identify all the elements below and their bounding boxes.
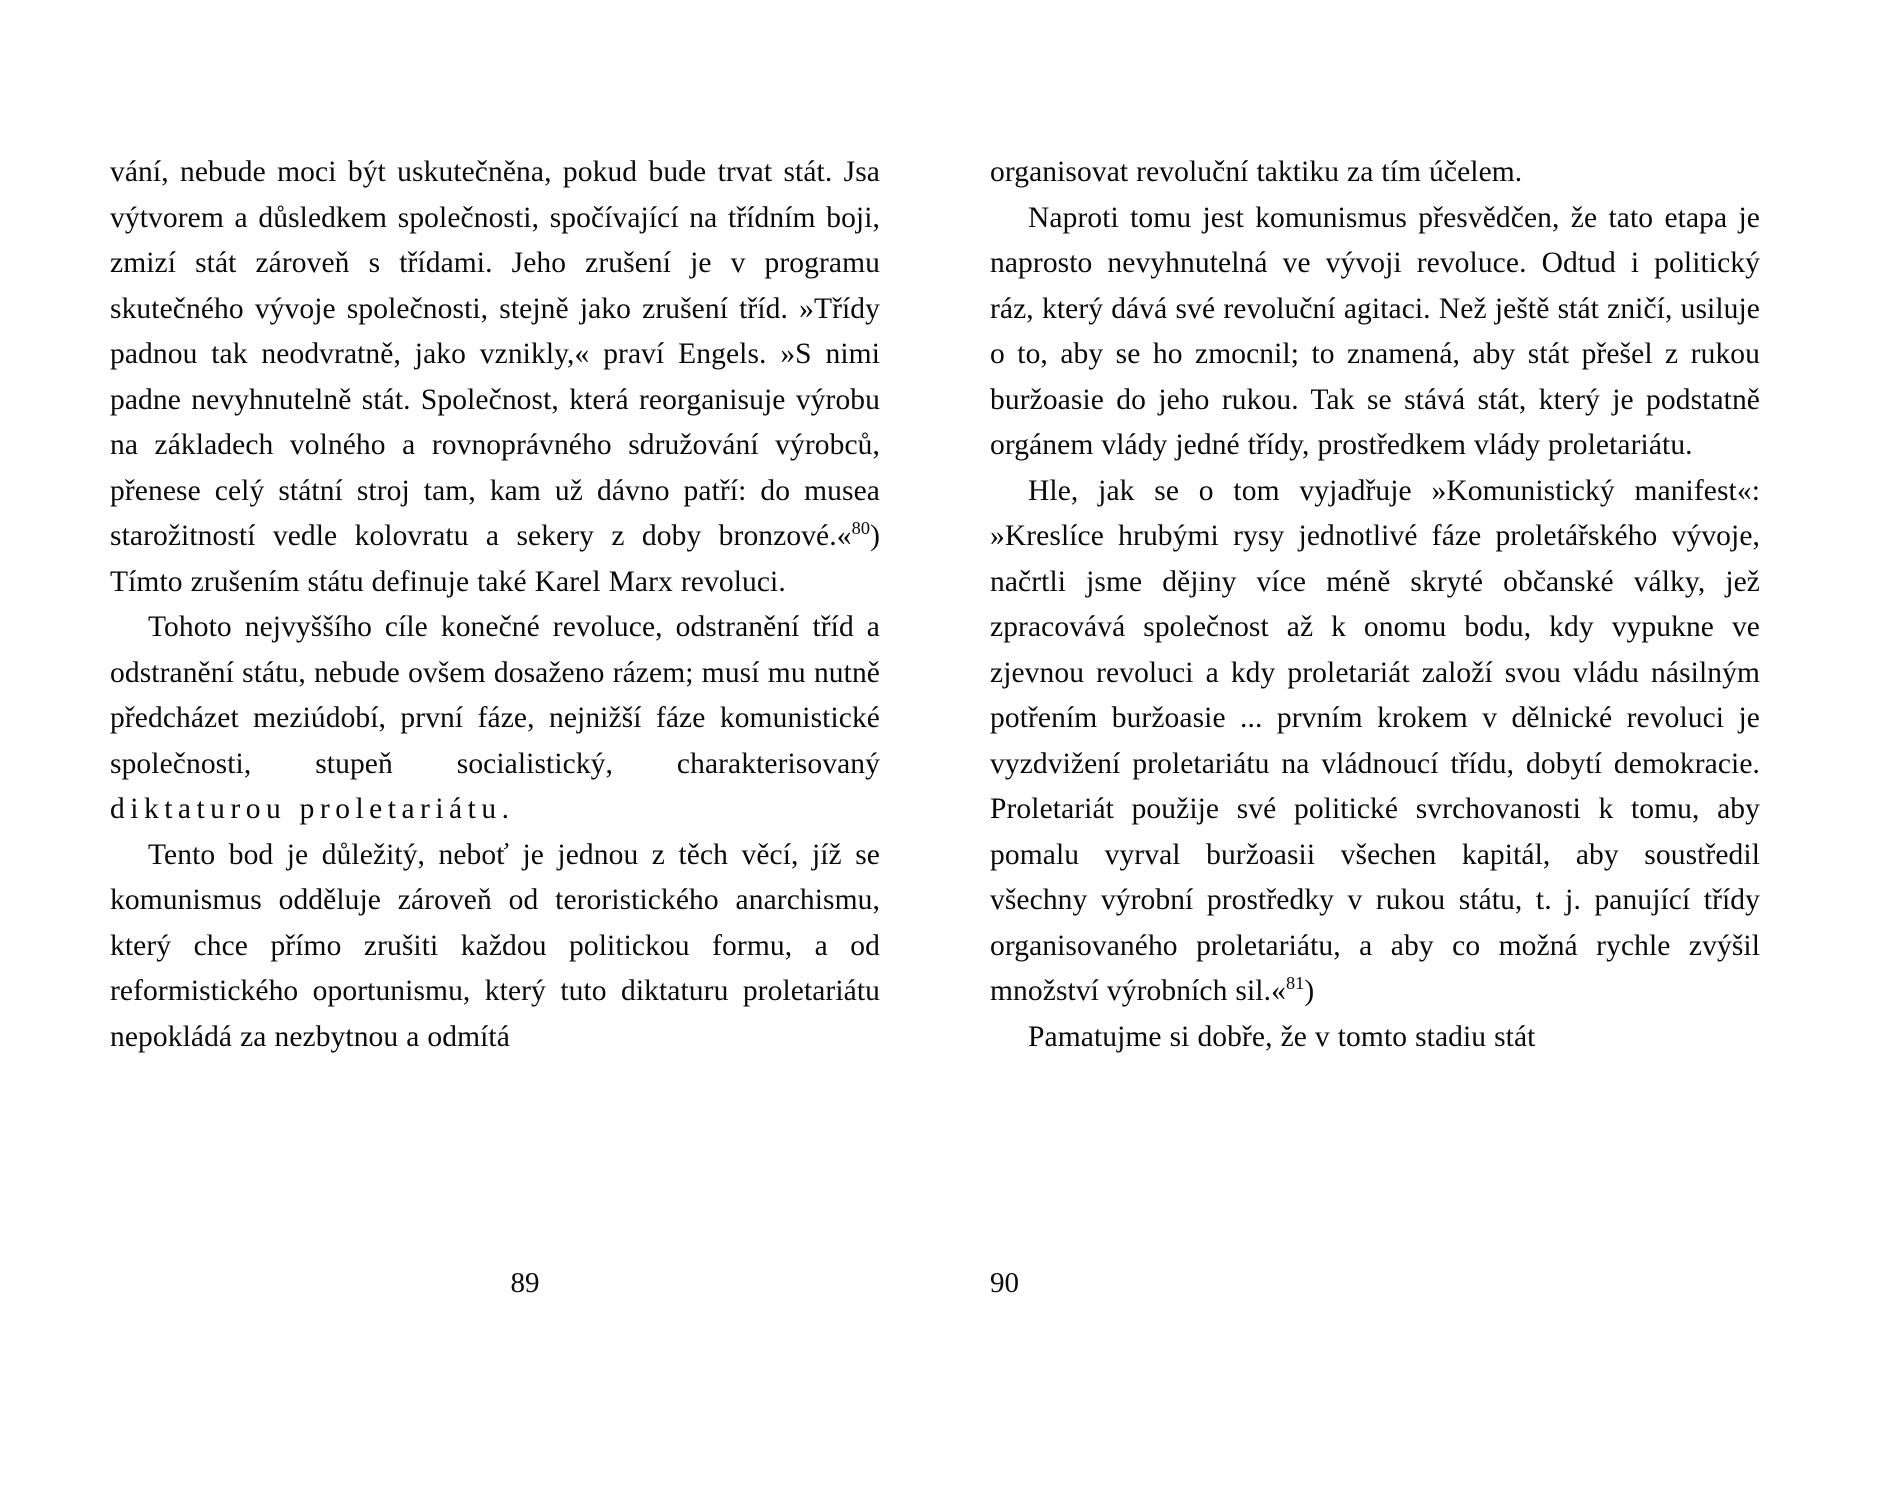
paragraph bbox=[990, 469, 1760, 1015]
paragraph: Naproti tomu jest komunismus přesvědčen, že tato etapa je naprosto nevyhnutelná ve vývoji revoluce. Odtud i politický ráz, který dává své revoluční agitaci. Než ještě stát zničí, usiluje o to, aby se ho zmocnil; to znamená, aby stát přešel z rukou buržoasie do jeho rukou. Tak se stává stát, který je podstatně orgánem vlády jedné třídy, prostředkem vlády proletariátu. bbox=[990, 201, 1760, 461]
paragraph-text: Hle, jak se o tom vyjadřuje »Komunistický manifest«: »Kreslíce hrubými rysy jednotlivé fáze proletářského vývoje, načrtli jsme dějiny více méně skryté občanské války, jež zpracovává společnost až k onomu bodu, kdy vypukne ve zjevnou revoluci a kdy proletariát založí svou vládu násilným potřením buržoasie ... prvním krokem v dělnické revoluci je vyzdvižení proletariátu na vládnoucí třídu, dobytí demokracie. Proletariát použije své politické svrchovanosti k tomu, aby pomalu vyrval buržoasii všechen kapitál, aby soustředil všechny výrobní prostředky v rukou státu, t. j. panující třídy organisovaného proletariátu, a aby co možná rychle zvýšil množství výrobních sil.« bbox=[990, 474, 1760, 1007]
page-number-left: 89 bbox=[510, 1267, 540, 1299]
page-right bbox=[990, 150, 1760, 1500]
paragraph-text-tail: ) Tímto zrušením státu definuje také Karel Marx revoluci. bbox=[110, 520, 880, 598]
paragraph-text-tail: . bbox=[501, 793, 510, 825]
footnote-marker: 80 bbox=[851, 518, 871, 539]
page-left-text-block bbox=[110, 150, 880, 1360]
paragraph-text: vání, nebude moci být uskutečněna, pokud bude trvat stát. Jsa výtvorem a důsledkem společnosti, spočívající na třídním boji, zmizí stát zároveň s třídami. Jeho zrušení je v programu skutečného vývoje společnosti, stejně jako zrušení tříd. »Třídy padnou tak neodvratně, jako vznikly,« praví Engels. »S nimi padne nevyhnutelně stát. Společnost, která reorganisuje výrobu na základech volného a rovnoprávného sdružování výrobců, přenese celý státní stroj tam, kam už dávno patří: do musea starožitností vedle kolovratu a sekery z doby bronzové.« bbox=[110, 156, 880, 552]
paragraph-text-tail: ) bbox=[1304, 975, 1315, 1007]
page-left bbox=[110, 150, 880, 1500]
footnote-marker: 81 bbox=[1285, 973, 1305, 994]
page-number-right: 90 bbox=[990, 1267, 1019, 1299]
paragraph bbox=[110, 150, 880, 605]
paragraph: Pamatujme si dobře, že v tomto stadiu stát bbox=[1028, 1020, 1536, 1053]
page-right-text-block bbox=[990, 150, 1760, 1360]
paragraph: organisovat revoluční taktiku za tím účelem. bbox=[990, 156, 1523, 188]
paragraph-text: Tohoto nejvyššího cíle konečné revoluce, odstranění tříd a odstranění státu, nebude ovšem dosaženo rázem; musí mu nutně předcházet meziúdobí, první fáze, nejnižší fáze komunistické společnosti, stupeň socialistický, charakterisovaný bbox=[110, 611, 880, 780]
paragraph: Tento bod je důležitý, neboť je jednou z těch věcí, jíž se komunismus odděluje zároveň od teroristického anarchismu, který chce přímo zrušiti každou politickou formu, a od reformistického oportunismu, který tuto diktaturu proletariátu nepokládá za nezbytnou a odmítá bbox=[110, 838, 880, 1053]
paragraph bbox=[110, 605, 880, 833]
emphasised-term: diktaturou proletariátu bbox=[110, 793, 502, 825]
